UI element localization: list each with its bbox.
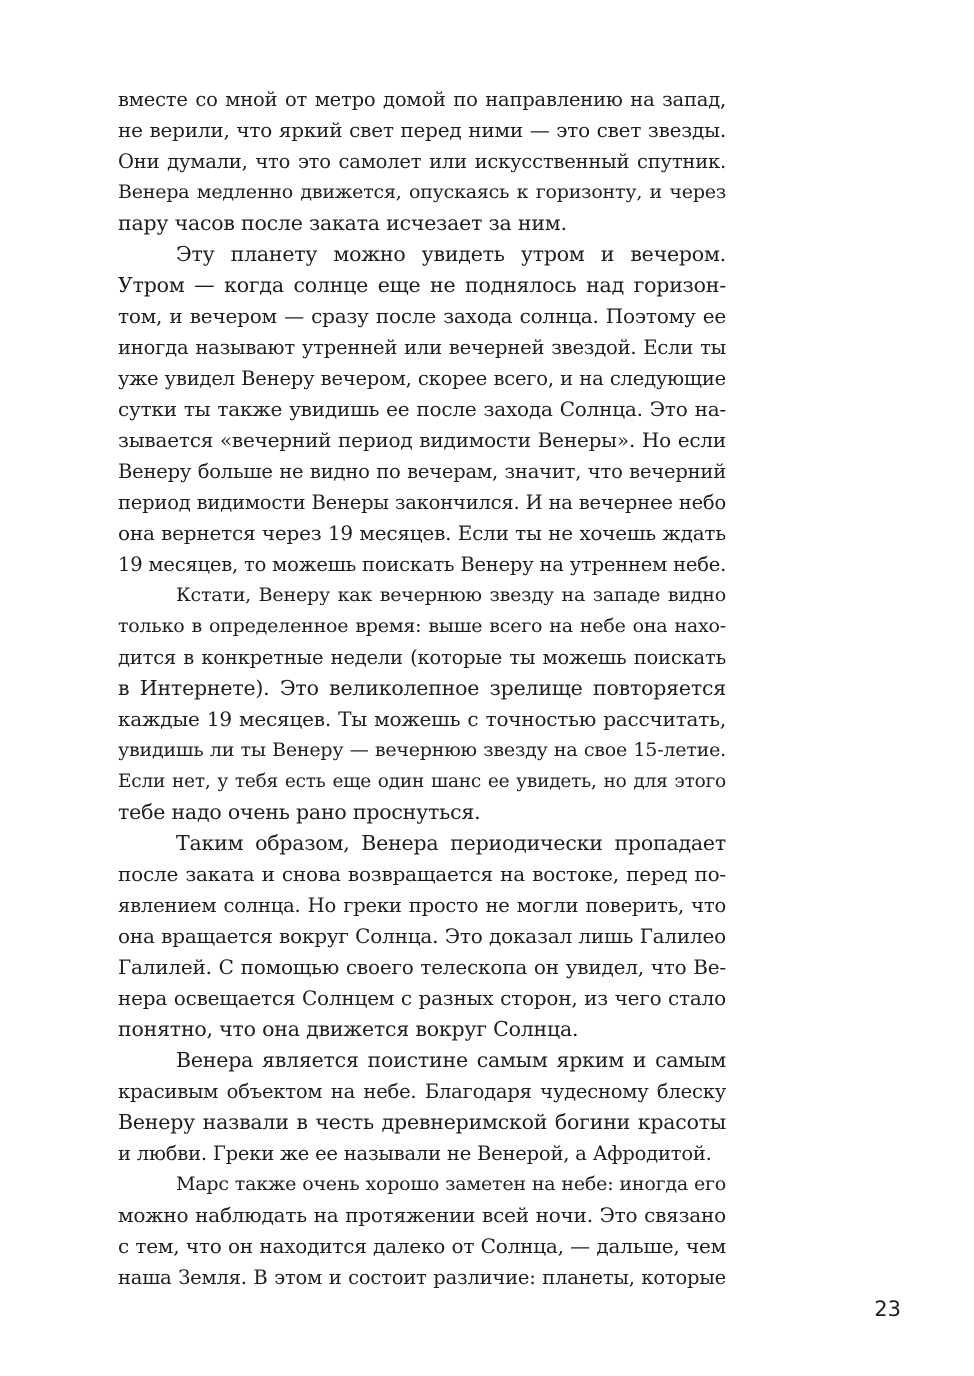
text-line: Кстати, Венеру как вечернюю звезду на западе видно [176,584,726,606]
paragraph [118,84,726,239]
text-line: в Интернете). Это великолепное зрелище повторяется [118,676,726,700]
text-line: том, и вечером — сразу после захода солнца. Поэтому ее [118,304,726,328]
text-line: только в определенное время: выше всего на небе она нахо- [118,615,726,637]
text-line: с тем, что он находится далеко от Солнца, — дальше, чем [118,1234,726,1258]
text-line: вместе со мной от метро домой по направлению на запад, [118,88,726,111]
text-line: тебе надо очень рано проснуться. [118,800,481,824]
text-line: 19 месяцев, то можешь поискать Венеру на утреннем небе. [118,553,726,576]
paragraph [118,580,726,828]
text-line: явлением солнца. Но греки просто не могли поверить, что [118,894,726,917]
paragraph [118,1045,726,1169]
text-line: зывается «вечерний период видимости Венеры». Но если [118,428,726,452]
text-line: Галилей. С помощью своего телескопа он увидел, что Ве- [118,955,726,979]
text-line: и любви. Греки же ее называли не Венерой, а Афродитой. [118,1142,712,1165]
text-line: можно наблюдать на протяжении всей ночи. Это связано [118,1203,726,1227]
text-line: Венера является поистине самым ярким и самым [176,1048,726,1072]
body-text [118,84,726,1293]
text-line: Они думали, что это самолет или искусственный спутник. [118,150,726,173]
paragraph [118,828,726,1045]
text-line: период видимости Венеры закончился. И на вечернее небо [118,491,726,514]
text-line: понятно, что она движется вокруг Солнца. [118,1017,579,1041]
text-line: нера освещается Солнцем с разных сторон, из чего стало [118,986,726,1010]
text-line: после заката и снова возвращается на востоке, перед по- [118,862,726,886]
text-line: Марс также очень хорошо заметен на небе: иногда его [176,1173,726,1195]
paragraph [118,1169,726,1293]
text-line: наша Земля. В этом и состоит различие: планеты, которые [118,1266,726,1289]
text-line: красивым объектом на небе. Благодаря чудесному блеску [118,1080,726,1103]
text-line: Эту планету можно увидеть утром и вечером. [176,242,726,266]
text-line: Если нет, у тебя есть еще один шанс ее увидеть, но для этого [118,771,726,792]
text-line: дится в конкретные недели (которые ты можешь поискать [118,646,726,669]
text-line: она вернется через 19 месяцев. Если ты не хочешь ждать [118,521,726,545]
text-line: Венеру назвали в честь древнеримской богини красоты [118,1110,726,1134]
text-line: уже увидел Венеру вечером, скорее всего, и на следующие [118,367,726,390]
text-line: Венера медленно движется, опускаясь к горизонту, и через [118,181,726,203]
text-line: иногда называют утренней или вечерней звездой. Если ты [118,336,726,359]
text-line: каждые 19 месяцев. Ты можешь с точностью рассчитать, [118,707,726,731]
text-line: пару часов после заката исчезает за ним. [118,211,567,235]
text-line: Утром — когда солнце еще не поднялось над горизон- [118,273,726,297]
text-line: Таким образом, Венера периодически пропадает [176,831,726,855]
text-line: не верили, что яркий свет перед ними — это свет звезды. [118,118,726,142]
text-line: Венеру больше не видно по вечерам, значит, что вечерний [118,460,726,483]
page-number: 23 [874,1297,901,1321]
paragraph [118,239,726,580]
text-line: сутки ты также увидишь ее после захода Солнца. Это на- [118,397,726,421]
text-line: она вращается вокруг Солнца. Это доказал лишь Галилео [118,924,726,948]
text-line: увидишь ли ты Венеру — вечернюю звезду на свое 15-летие. [118,739,726,761]
